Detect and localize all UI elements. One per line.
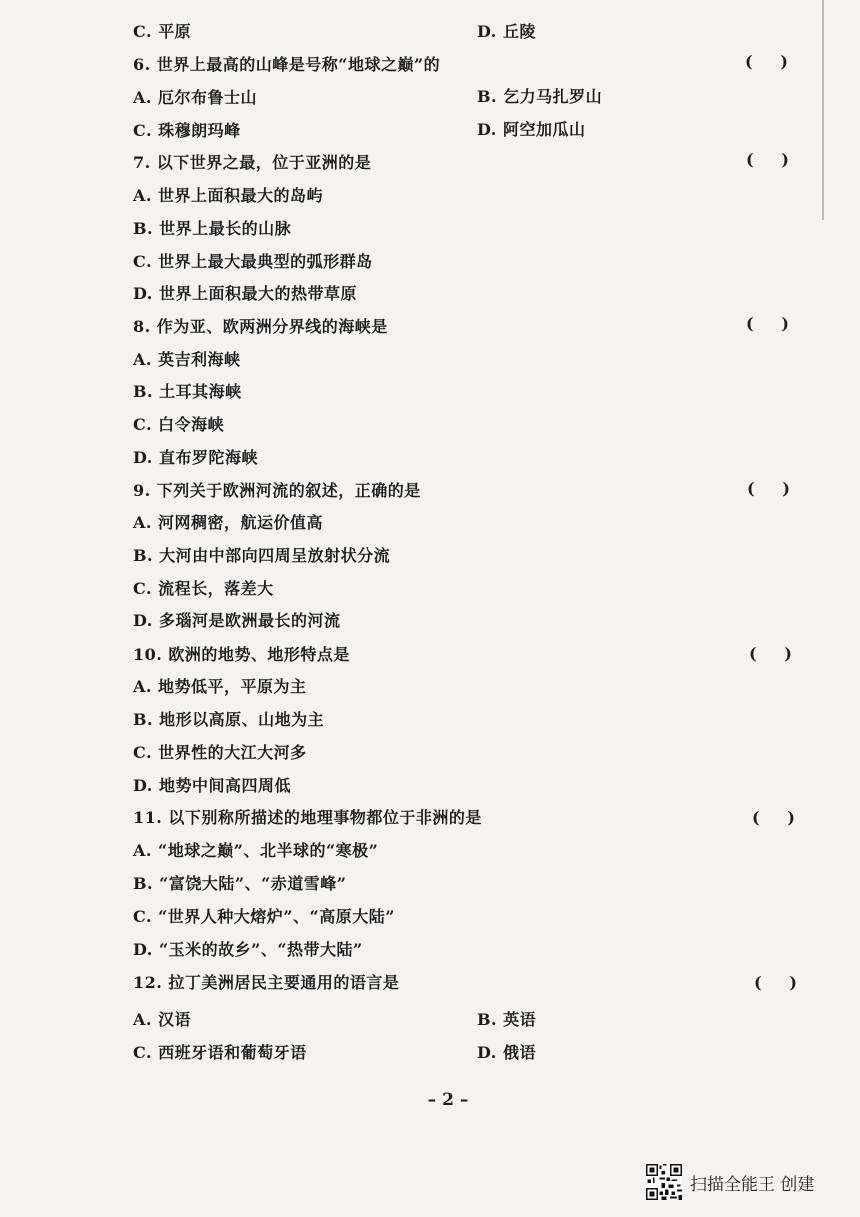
q5-option-d: D. 丘陵 (477, 22, 536, 41)
q7-option-d: D. 世界上面积最大的热带草原 (133, 284, 357, 303)
q11-stem: 11. 以下别称所描述的地理事物都位于非洲的是 (133, 808, 482, 827)
q6-answer-blank: ( ) (745, 52, 788, 71)
q12-option-c: C. 西班牙语和葡萄牙语 (133, 1043, 307, 1062)
q8-option-a: A. 英吉利海峡 (133, 350, 241, 369)
q12-option-a: A. 汉语 (133, 1010, 192, 1029)
scanner-watermark (646, 1162, 814, 1202)
q8-answer-blank: ( ) (746, 314, 789, 333)
q6-option-c: C. 珠穆朗玛峰 (133, 121, 241, 140)
qr-code-icon (646, 1164, 682, 1200)
q10-stem: 10. 欧洲的地势、地形特点是 (133, 645, 350, 664)
q12-option-b: B. 英语 (477, 1010, 537, 1029)
q10-option-c: C. 世界性的大江大河多 (133, 743, 307, 762)
q7-option-c: C. 世界上最大最典型的弧形群岛 (133, 252, 373, 271)
q8-stem: 8. 作为亚、欧两洲分界线的海峡是 (133, 317, 388, 336)
q8-option-d: D. 直布罗陀海峡 (133, 448, 258, 467)
watermark-text: 扫描全能王 创建 (690, 1174, 815, 1195)
q7-stem: 7. 以下世界之最，位于亚洲的是 (133, 153, 372, 172)
q8-option-c: C. 白令海峡 (133, 415, 225, 434)
q9-option-b: B. 大河由中部向四周呈放射状分流 (133, 546, 391, 565)
q9-option-d: D. 多瑙河是欧洲最长的河流 (133, 611, 341, 630)
q11-option-d: D. “玉米的故乡”、“热带大陆” (133, 940, 363, 959)
q11-option-c: C. “世界人种大熔炉”、“高原大陆” (133, 907, 395, 926)
q5-option-c: C. 平原 (133, 22, 192, 41)
q10-option-b: B. 地形以高原、山地为主 (133, 710, 325, 729)
q10-answer-blank: ( ) (749, 644, 792, 663)
q12-answer-blank: ( ) (754, 973, 797, 992)
q12-stem: 12. 拉丁美洲居民主要通用的语言是 (133, 973, 400, 992)
q11-option-b: B. “富饶大陆”、“赤道雪峰” (133, 874, 347, 893)
q11-option-a: A. “地球之巅”、北半球的“寒极” (133, 841, 379, 860)
q10-option-a: A. 地势低平，平原为主 (133, 677, 307, 696)
q10-option-d: D. 地势中间高四周低 (133, 776, 291, 795)
q7-answer-blank: ( ) (746, 150, 789, 169)
q9-option-c: C. 流程长，落差大 (133, 579, 274, 598)
q8-option-b: B. 土耳其海峡 (133, 382, 242, 401)
scan-edge-line (822, 0, 824, 220)
q9-option-a: A. 河网稠密，航运价值高 (133, 513, 324, 532)
q7-option-b: B. 世界上最长的山脉 (133, 219, 292, 238)
q9-stem: 9. 下列关于欧洲河流的叙述，正确的是 (133, 481, 421, 500)
q6-stem: 6. 世界上最高的山峰是号称“地球之巅”的 (133, 55, 441, 74)
q6-option-d: D. 阿空加瓜山 (477, 120, 586, 139)
q6-option-a: A. 厄尔布鲁士山 (133, 88, 258, 107)
q6-option-b: B. 乞力马扎罗山 (477, 87, 603, 106)
q11-answer-blank: ( ) (752, 808, 795, 827)
q7-option-a: A. 世界上面积最大的岛屿 (133, 186, 324, 205)
q12-option-d: D. 俄语 (477, 1043, 536, 1062)
page-number: – 2 – (427, 1090, 469, 1110)
q9-answer-blank: ( ) (747, 479, 790, 498)
